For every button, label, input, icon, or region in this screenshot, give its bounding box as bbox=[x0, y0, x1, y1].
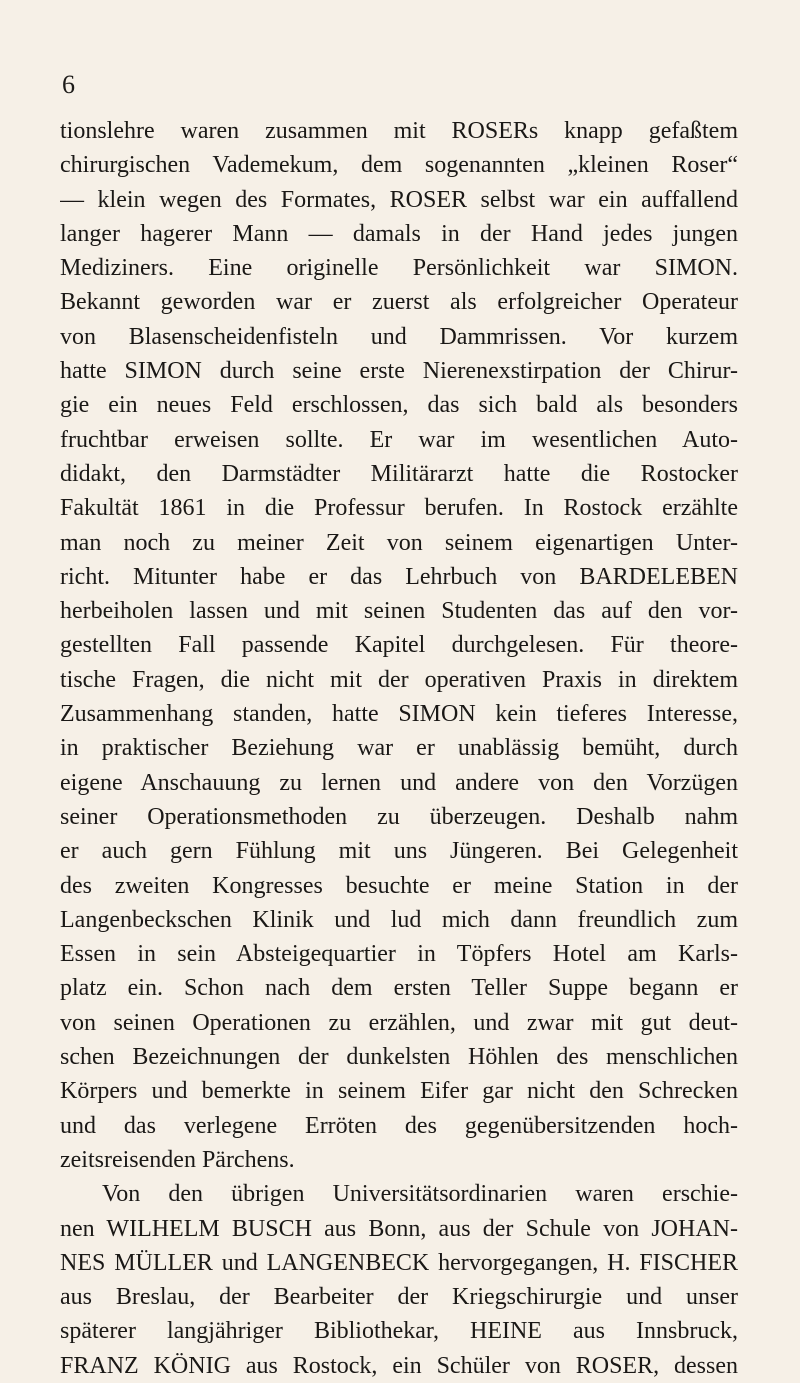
text-line: und das verlegene Erröten des gegenübersitzenden hoch- bbox=[60, 1112, 738, 1139]
text-line: nen WILHELM BUSCH aus Bonn, aus der Schule von JOHAN- bbox=[60, 1215, 738, 1242]
text-line: langer hagerer Mann — damals in der Hand jedes jungen bbox=[60, 220, 738, 247]
text-line: zeitsreisenden Pärchens. bbox=[60, 1146, 295, 1173]
text-line: Zusammenhang standen, hatte SIMON kein tieferes Interesse, bbox=[60, 701, 738, 728]
text-line: herbeiholen lassen und mit seinen Studenten das auf den vor- bbox=[60, 598, 738, 625]
text-line: Bekannt geworden war er zuerst als erfolgreicher Operateur bbox=[60, 289, 738, 316]
text-line: Körpers und bemerkte in seinem Eifer gar nicht den Schrecken bbox=[60, 1078, 738, 1105]
text-line: Essen in sein Absteigequartier in Töpfers Hotel am Karls- bbox=[60, 941, 738, 968]
text-line: FRANZ KÖNIG aus Rostock, ein Schüler von ROSER, dessen bbox=[60, 1352, 738, 1379]
text-line: tionslehre waren zusammen mit ROSERs knapp gefaßtem bbox=[60, 118, 738, 144]
text-line: er auch gern Fühlung mit uns Jüngeren. Bei Gelegenheit bbox=[60, 838, 738, 865]
text-line: gestellten Fall passende Kapitel durchgelesen. Für theore- bbox=[60, 632, 738, 659]
text-line: Von den übrigen Universitätsordinarien waren erschie- bbox=[102, 1181, 738, 1208]
text-line: richt. Mitunter habe er das Lehrbuch von BARDELEBEN bbox=[60, 563, 738, 590]
text-line: aus Breslau, der Bearbeiter der Kriegschirurgie und unser bbox=[60, 1284, 738, 1311]
text-line: Langenbeckschen Klinik und lud mich dann freundlich zum bbox=[60, 906, 738, 933]
text-line: von Blasenscheidenfisteln und Dammrissen. Vor kurzem bbox=[60, 323, 738, 350]
text-line: NES MÜLLER und LANGENBECK hervorgegangen, H. FISCHER bbox=[60, 1249, 738, 1276]
text-line: Fakultät 1861 in die Professur berufen. In Rostock erzählte bbox=[60, 495, 738, 522]
text-line: späterer langjähriger Bibliothekar, HEINE aus Innsbruck, bbox=[60, 1318, 738, 1345]
text-line: fruchtbar erweisen sollte. Er war im wesentlichen Auto- bbox=[60, 426, 738, 453]
text-line: Mediziners. Eine originelle Persönlichkeit war SIMON. bbox=[60, 255, 738, 282]
text-line: von seinen Operationen zu erzählen, und zwar mit gut deut- bbox=[60, 1009, 738, 1036]
text-line: in praktischer Beziehung war er unablässig bemüht, durch bbox=[60, 735, 738, 762]
body-text bbox=[60, 114, 738, 1383]
text-line: des zweiten Kongresses besuchte er meine Station in der bbox=[60, 872, 738, 899]
text-line: — klein wegen des Formates, ROSER selbst war ein auffallend bbox=[60, 186, 738, 213]
text-line: man noch zu meiner Zeit von seinem eigenartigen Unter- bbox=[60, 529, 738, 556]
text-line: hatte SIMON durch seine erste Nierenexstirpation der Chirur- bbox=[60, 358, 738, 385]
text-line: eigene Anschauung zu lernen und andere von den Vorzügen bbox=[60, 769, 738, 796]
text-line: didakt, den Darmstädter Militärarzt hatte die Rostocker bbox=[60, 460, 738, 487]
text-line: seiner Operationsmethoden zu überzeugen. Deshalb nahm bbox=[60, 803, 738, 830]
text-line: gie ein neues Feld erschlossen, das sich bald als besonders bbox=[60, 392, 738, 419]
text-line: platz ein. Schon nach dem ersten Teller Suppe begann er bbox=[60, 975, 738, 1002]
page-number: 6 bbox=[62, 70, 75, 99]
text-line: tische Fragen, die nicht mit der operativen Praxis in direktem bbox=[60, 666, 738, 693]
text-line: chirurgischen Vademekum, dem sogenannten „kleinen Roser“ bbox=[60, 152, 738, 179]
text-line: schen Bezeichnungen der dunkelsten Höhlen des menschlichen bbox=[60, 1044, 738, 1071]
